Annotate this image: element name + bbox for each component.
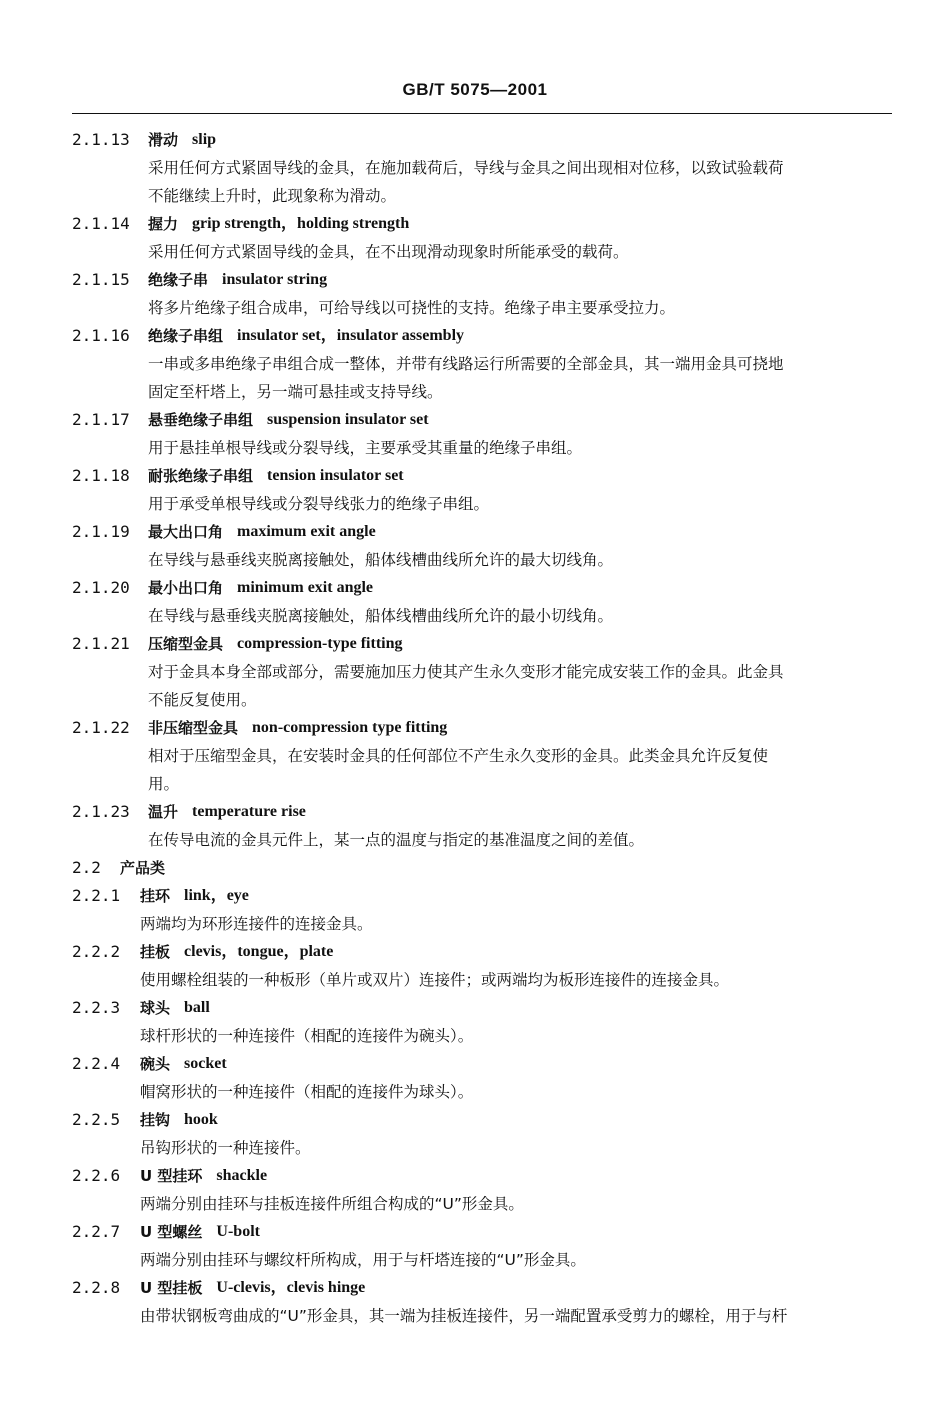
- term-line: [72, 574, 896, 602]
- term-number: 2.1.22: [72, 718, 130, 737]
- term-definition: 两端分别由挂环与挂板连接件所组合构成的“U”形金具。: [140, 1195, 524, 1213]
- term-entry: [72, 882, 896, 938]
- term-number: 2.2.4: [72, 1054, 121, 1073]
- term-line: [72, 938, 896, 966]
- term-definition: 两端均为环形连接件的连接金具。: [140, 915, 373, 933]
- term-line: [72, 462, 896, 490]
- term-english: slip: [192, 131, 217, 148]
- term-definition: 在导线与悬垂线夹脱离接触处，船体线槽曲线所允许的最大切线角。: [148, 551, 614, 569]
- term-line: [72, 1162, 896, 1190]
- term-line: [72, 798, 896, 826]
- term-number: 2.1.15: [72, 270, 130, 289]
- term-line: [72, 210, 896, 238]
- term-definition: 采用任何方式紧固导线的金具，在不出现滑动现象时所能承受的载荷。: [148, 243, 629, 261]
- term-chinese: 挂钩: [140, 1111, 171, 1129]
- term-entry: [72, 126, 896, 210]
- term-english: socket: [184, 1055, 227, 1072]
- term-chinese: 绝缘子串: [148, 271, 209, 289]
- term-entry: [72, 322, 896, 406]
- term-entry: [72, 1050, 896, 1106]
- term-line: [72, 1218, 896, 1246]
- term-english: grip strength，holding strength: [192, 215, 410, 232]
- term-number: 2.2.2: [72, 942, 121, 961]
- term-entry: [72, 1218, 896, 1274]
- term-list-2-2: [72, 882, 896, 1330]
- term-number: 2.1.19: [72, 522, 130, 541]
- term-english: tension insulator set: [267, 467, 404, 484]
- term-chinese: 挂板: [140, 943, 171, 961]
- term-line: [72, 630, 896, 658]
- term-english: U-bolt: [216, 1223, 260, 1240]
- term-definition: 由带状钢板弯曲成的“U”形金具，其一端为挂板连接件，另一端配置承受剪力的螺栓，用于与杆: [140, 1307, 788, 1325]
- term-english: hook: [184, 1111, 218, 1128]
- term-chinese: 球头: [140, 999, 171, 1017]
- term-english: non-compression type fitting: [252, 719, 448, 736]
- term-line: [72, 126, 896, 154]
- content-area: [72, 126, 896, 1330]
- term-chinese: U 型螺丝: [140, 1223, 203, 1241]
- term-line: [72, 1050, 896, 1078]
- header-rule: [72, 113, 892, 114]
- term-english: insulator string: [222, 271, 328, 288]
- term-definition: 吊钩形状的一种连接件。: [140, 1139, 311, 1157]
- term-line: [72, 518, 896, 546]
- term-chinese: 耐张绝缘子串组: [148, 467, 254, 485]
- term-chinese: U 型挂环: [140, 1167, 203, 1185]
- term-chinese: 悬垂绝缘子串组: [148, 411, 254, 429]
- term-entry: [72, 406, 896, 462]
- term-line: [72, 882, 896, 910]
- term-entry: [72, 798, 896, 854]
- term-definition: 使用螺栓组装的一种板形（单片或双片）连接件；或两端均为板形连接件的连接金具。: [140, 971, 730, 989]
- term-definition: 一串或多串绝缘子串组合成一整体，并带有线路运行所需要的全部金具，其一端用金具可挠地 固定至杆塔上，另一端可悬挂或支持导线。: [148, 355, 784, 401]
- term-chinese: 碗头: [140, 1055, 171, 1073]
- term-entry: [72, 714, 896, 798]
- term-definition: 相对于压缩型金具，在安装时金具的任何部位不产生永久变形的金具。此类金具允许反复使 用。: [148, 747, 769, 793]
- term-entry: [72, 938, 896, 994]
- term-number: 2.2.8: [72, 1278, 121, 1297]
- term-chinese: 挂环: [140, 887, 171, 905]
- page-header: GB/T 5075—2001: [402, 80, 548, 99]
- term-definition: 对于金具本身全部或部分，需要施加压力使其产生永久变形才能完成安装工作的金具。此金具 不能反复使用。: [148, 663, 784, 709]
- term-line: [72, 994, 896, 1022]
- term-number: 2.2.1: [72, 886, 121, 905]
- term-entry: [72, 1106, 896, 1162]
- term-chinese: 压缩型金具: [148, 635, 224, 653]
- term-english: shackle: [216, 1167, 268, 1184]
- term-english: link，eye: [184, 887, 249, 904]
- term-line: [72, 1106, 896, 1134]
- term-chinese: U 型挂板: [140, 1279, 203, 1297]
- section-heading: [72, 854, 896, 882]
- term-line: [72, 266, 896, 294]
- term-number: 2.1.17: [72, 410, 130, 429]
- term-number: 2.1.21: [72, 634, 130, 653]
- term-english: insulator set，insulator assembly: [237, 327, 465, 344]
- term-definition: 球杆形状的一种连接件（相配的连接件为碗头）。: [140, 1027, 474, 1045]
- term-definition: 用于悬挂单根导线或分裂导线，主要承受其重量的绝缘子串组。: [148, 439, 583, 457]
- term-line: [72, 1274, 896, 1302]
- term-english: ball: [184, 999, 210, 1016]
- term-line: [72, 714, 896, 742]
- term-english: minimum exit angle: [237, 579, 374, 596]
- term-chinese: 滑动: [148, 131, 179, 149]
- term-definition: 两端分别由挂环与螺纹杆所构成，用于与杆塔连接的“U”形金具。: [140, 1251, 586, 1269]
- term-number: 2.1.18: [72, 466, 130, 485]
- term-chinese: 握力: [148, 215, 179, 233]
- term-definition: 用于承受单根导线或分裂导线张力的绝缘子串组。: [148, 495, 490, 513]
- term-number: 2.1.16: [72, 326, 130, 345]
- section-title: 产品类: [120, 859, 166, 877]
- term-definition: 采用任何方式紧固导线的金具，在施加载荷后，导线与金具之间出现相对位移，以致试验载荷 不能继续上升时，此现象称为滑动。: [148, 159, 784, 205]
- term-chinese: 最小出口角: [148, 579, 224, 597]
- term-entry: [72, 518, 896, 574]
- term-definition: 帽窝形状的一种连接件（相配的连接件为球头）。: [140, 1083, 474, 1101]
- term-number: 2.1.23: [72, 802, 130, 821]
- term-definition: 将多片绝缘子组合成串，可给导线以可挠性的支持。绝缘子串主要承受拉力。: [148, 299, 676, 317]
- term-number: 2.2.5: [72, 1110, 121, 1129]
- term-english: temperature rise: [192, 803, 306, 820]
- term-entry: [72, 462, 896, 518]
- term-chinese: 最大出口角: [148, 523, 224, 541]
- term-chinese: 温升: [148, 803, 179, 821]
- term-english: compression-type fitting: [237, 635, 403, 652]
- term-line: [72, 322, 896, 350]
- term-definition: 在导线与悬垂线夹脱离接触处，船体线槽曲线所允许的最小切线角。: [148, 607, 614, 625]
- term-chinese: 绝缘子串组: [148, 327, 224, 345]
- section-number: 2.2: [72, 858, 101, 877]
- term-number: 2.1.14: [72, 214, 130, 233]
- term-english: clevis，tongue，plate: [184, 943, 334, 960]
- term-definition: 在传导电流的金具元件上，某一点的温度与指定的基准温度之间的差值。: [148, 831, 645, 849]
- term-number: 2.1.13: [72, 130, 130, 149]
- term-number: 2.1.20: [72, 578, 130, 597]
- term-english: maximum exit angle: [237, 523, 376, 540]
- term-english: U-clevis，clevis hinge: [216, 1279, 366, 1296]
- term-entry: [72, 630, 896, 714]
- term-entry: [72, 994, 896, 1050]
- term-number: 2.2.7: [72, 1222, 121, 1241]
- term-number: 2.2.6: [72, 1166, 121, 1185]
- term-entry: [72, 210, 896, 266]
- term-english: suspension insulator set: [267, 411, 429, 428]
- term-chinese: 非压缩型金具: [148, 719, 239, 737]
- term-entry: [72, 574, 896, 630]
- term-entry: [72, 1162, 896, 1218]
- term-entry: [72, 1274, 896, 1330]
- term-list-2-1: [72, 126, 896, 854]
- term-line: [72, 406, 896, 434]
- term-number: 2.2.3: [72, 998, 121, 1017]
- term-entry: [72, 266, 896, 322]
